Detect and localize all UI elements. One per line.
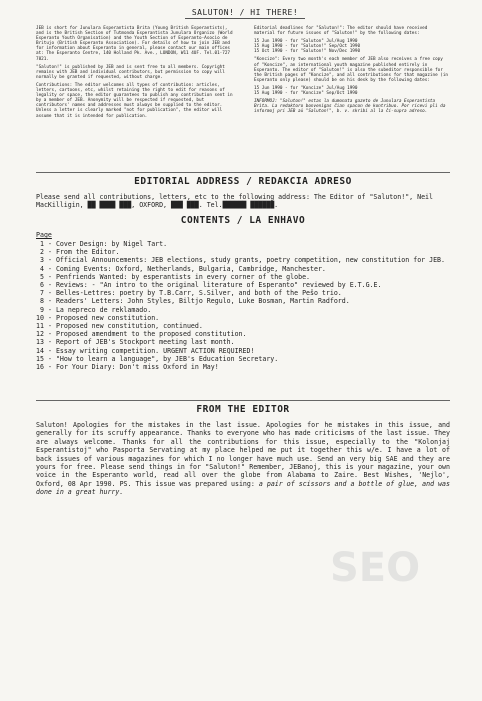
deadline-item: 15 Aug 1990 - for "Saluton!" Sep/Oct 1990 [254, 44, 361, 50]
page-number: 6 [40, 281, 44, 290]
contents-entry: - La nepreco de reklamado. [48, 305, 152, 314]
contents-row [32, 347, 450, 355]
page-number: 16 [36, 363, 44, 372]
contents-list [32, 240, 450, 371]
page-number: 3 [40, 256, 44, 265]
page-number: 11 [36, 322, 44, 331]
contents-entry: - Report of JEB's Stockport meeting last month. [48, 338, 235, 347]
contents-entry: - For Your Diary: Don't miss Oxford in May! [48, 363, 219, 372]
page-number: 4 [40, 264, 44, 273]
contents-row [32, 240, 450, 248]
contents-entry: - Readers' Letters: John Styles, Biltjo Regulo, Luke Bosman, Martin Radford. [48, 297, 350, 306]
contents-entry: - "How to learn a language", by JEB's Education Secretary. [48, 354, 279, 363]
contents-entry: - Official Announcements: JEB elections, study grants, poetry competition, new constitution for JEB. [48, 256, 445, 265]
contents-entry: - Reviews: - "An intro to the original literature of Esperanto" reviewed by E.T.G.E. [48, 281, 382, 290]
deadline-item: 15 Aug 1990 - for "Koncize" Sep/Oct 1990 [254, 91, 358, 97]
contents-entry: - Proposed new constitution. [48, 313, 160, 322]
jeb-about-paragraph: JEB is short for Junulara Esperantista Brita (Young British Esperantists), and is the British Section of Tutmonda Esperantista Junulara Organizo (World Esperanto Youth Organisation) and the Youth Section of Esperanto-Asocio de Britujo (British Esperanto Association). For details of how to join JEB and for information about Esperanto in general, please contact our main offices at: The Esperanto Centre, 140 Holland Pk. Ave., LONDON, W11 4UF. Tel.01-727 7821. [36, 26, 233, 62]
koncize-deadline-list [254, 86, 450, 96]
from-editor-title: FROM THE EDITOR [196, 404, 290, 415]
contents-row [32, 289, 450, 297]
page-number: 1 [40, 240, 44, 248]
banner-title: SALUTON! / HI THERE! [185, 8, 305, 19]
page-number: 14 [36, 346, 44, 355]
page-number: 2 [40, 248, 44, 257]
contents-row [32, 338, 450, 346]
contents-row [32, 363, 450, 371]
contents-entry: - Cover Design: by Nigel Tart. [48, 240, 168, 248]
contents-row [32, 355, 450, 363]
contents-entry: - Proposed amendment to the proposed constitution. [48, 330, 247, 339]
contents-row [32, 314, 450, 322]
from-editor-text [36, 421, 450, 497]
contents-row [32, 265, 450, 273]
contributions-paragraph: Contributions: The editor welcomes all types of contribution: articles, letters, cartoons, etc, whilst retaining the right to edit for reasons of legality or space, the editor guarantees to publish any contribution sent in by a member of JEB. Anonymity will be respected if requested, but contributors' names and addresses must always be supplied to the editor. Unless a letter is clearly marked "not for publication", the editor will assume that it is intended for publication. [36, 82, 233, 119]
page-number: 13 [36, 338, 44, 347]
contents-entry: - Belles-Lettres: poetry by T.B.Carr, S.Silver, and both of the Peŝo trio. [48, 289, 342, 298]
deadline-item: 15 Jun 1990 - for "Saluton" Jul/Aug 1990 [254, 39, 358, 45]
page-number: 12 [36, 330, 44, 339]
publication-paragraph: "Saluton!" is published by JEB and is sent free to all members. Copyright remains with JEB and individual contributors, but permission to copy will normally be granted if requested, without charge. [36, 64, 225, 80]
koncize-paragraph: "Koncize": Every two month's each member of JEB also receives a free copy of "Koncize", an international youth magazine published entirely in Esperanto. The editor of "Saluton!" is also the subeditor responsible for the British pages of "Koncize", and all contributions for that magazine (in Esperanto only please) should be on his desk by the following dates: [254, 57, 449, 83]
contents-title: CONTENTS / LA ENHAVO [180, 215, 306, 226]
editor-ps-italic: a pair of scissors and a bottle of glue, and was done in a great hurry. [36, 479, 450, 497]
contents-entry: - Penfriends Wanted: by esperantists in every corner of the globe. [48, 272, 311, 281]
editorial-address-title: EDITORIAL ADDRESS / REDAKCIA ADRESO [134, 176, 352, 187]
deadlines-intro: Editorial deadlines for "Saluton!": The editor should have received material for future issues of "Saluton!" by the following dates: [254, 26, 428, 37]
contents-row [32, 281, 450, 289]
right-info-column [254, 26, 450, 117]
faint-watermark: SEO [330, 545, 421, 591]
page-number: 7 [40, 289, 44, 298]
contents-entry: - From the Editor. [48, 248, 120, 257]
contents-row [32, 322, 450, 330]
page-column-label: Page [36, 231, 52, 239]
editorial-address-text: Please send all contributions, letters, etc to the following address: The Editor of "Saluton!", Neil MacKilligin, ██ ████ ███, OXFORD, ███ ███. Tel.██████ ██████. [36, 193, 433, 210]
contents-entry: - Proposed new constitution, continued. [48, 322, 203, 331]
contents-entry: - Coming Events: Oxford, Netherlands, Bulgaria, Cambridge, Manchester. [48, 264, 326, 273]
page-number: 5 [40, 272, 44, 281]
contents-row [32, 256, 450, 264]
contents-row [32, 306, 450, 314]
left-info-column [36, 26, 236, 122]
deadline-item: 15 Oct 1990 - for "Saluton!" Nov/Dec 1990 [254, 49, 361, 55]
contents-row [32, 273, 450, 281]
contents-row [32, 330, 450, 338]
contents-row [32, 248, 450, 256]
informoj-paragraph: INFORMOJ: "Saluton!" estas la dumonata gazeto de Junulara Esperantista Brita. La redaktoro bonvenigas ĉian spacon de kontribuo. Por ricevi pli da informoj pri JEB aŭ "Saluton!", b. v. skribi al la ĉi-supra adreso. [254, 99, 446, 115]
page-number: 8 [40, 297, 44, 306]
deadline-list [254, 39, 450, 54]
divider [36, 172, 450, 173]
page-number: 9 [40, 305, 44, 314]
divider [36, 400, 450, 401]
contents-row [32, 297, 450, 305]
page-number: 15 [36, 354, 44, 363]
page-number: 10 [36, 313, 44, 322]
contents-entry: - Essay writing competition. URGENT ACTION REQUIRED! [48, 346, 255, 355]
editor-letter: Saluton! Apologies for the mistakes in the last issue. Apologies for he mistakes in this issue, and generally for its scruffy appearance. Thanks to everyone who has made criticisms of the last issue. They are always welcome. Thanks for all the contributions for this issue, especially to the "Kolonjaj Esperantistoj" who Pasporta Servating at my place helped me put it together this w/e. I have a lot of back issues of various magazines for which I no longer have much use. Send an very big SAE and they are yours for free. Please send things in for "Saluton!" Remember, JEBanoj, this is your magazine, your own voice in the Esperanto world, read all over the globe from Alabama to Zaire. Best Wishes, 'Nejlo', Oxford, 08 Apr 1990. PS. This issue was prepared using: [36, 421, 450, 488]
deadline-item: 15 Jun 1990 - for "Koncize" Jul/Aug 1990 [254, 85, 358, 91]
